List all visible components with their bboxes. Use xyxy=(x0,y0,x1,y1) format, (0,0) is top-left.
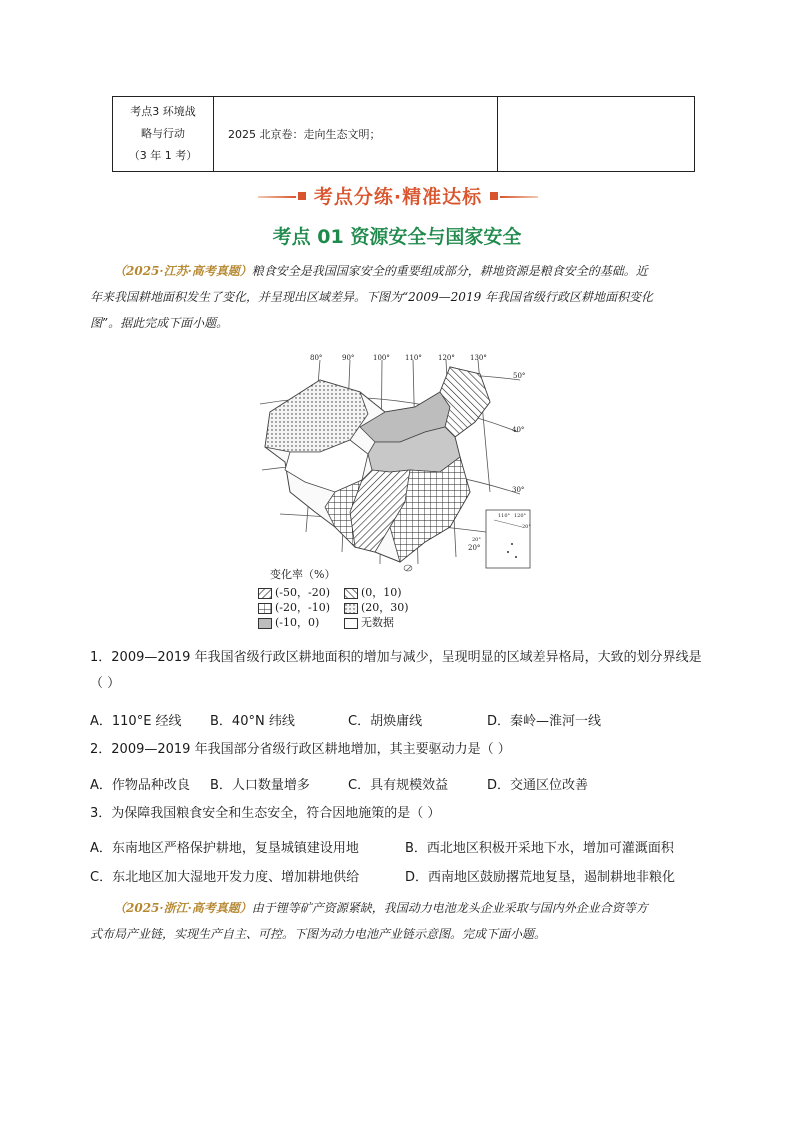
lon-label: 120° xyxy=(438,354,455,362)
question-1 xyxy=(90,645,720,697)
china-farmland-change-map xyxy=(250,352,540,574)
option-b: B．西北地区积极开采地下水，增加可灌溉面积 xyxy=(405,841,674,856)
paragraph-line: 年来我国耕地面积发生了变化，并呈现出区域差异。下图为“2009—2019 年我国省级行政区耕地面积变化 xyxy=(90,290,654,304)
option-b: B．人口数量增多 xyxy=(210,778,310,793)
question-2 xyxy=(90,737,720,763)
legend-item: 无数据 xyxy=(344,614,394,630)
paragraph-line: 式布局产业链，实现生产自主、可控。下图为动力电池产业链示意图。完成下面小题。 xyxy=(90,927,547,941)
table-cell-empty xyxy=(498,97,695,172)
question-source: （2025·浙江·高考真题） xyxy=(114,901,252,915)
legend-swatch-diag-right xyxy=(344,588,358,599)
exam-point-table xyxy=(112,96,695,172)
inset-label: 20° xyxy=(522,524,531,530)
intro-paragraph-2 xyxy=(90,895,704,947)
inset-label: 20° xyxy=(472,537,481,543)
inset-label: 110° xyxy=(498,513,511,519)
inset-label: 120° xyxy=(514,513,527,519)
option-d: D．秦岭—淮河一线 xyxy=(487,714,602,729)
lat-label: 40° xyxy=(512,426,525,434)
legend-swatch-grey xyxy=(258,618,272,629)
lon-label: 130° xyxy=(470,354,487,362)
paragraph-line: 由于锂等矿产资源紧缺，我国动力电池龙头企业采取与国内外企业合资等方 xyxy=(251,901,648,915)
option-a: A．东南地区严格保护耕地，复垦城镇建设用地 xyxy=(90,841,359,856)
paragraph-line: 粮食安全是我国国家安全的重要组成部分，耕地资源是粮食安全的基础。近 xyxy=(251,264,648,278)
option-c: C．胡焕庸线 xyxy=(348,714,423,729)
banner-square-left xyxy=(298,192,306,200)
option-b: B．40°N 纬线 xyxy=(210,714,295,729)
legend-swatch-diag-left xyxy=(258,588,272,599)
table-cell-line: 略与行动 xyxy=(141,127,185,140)
question-stem: 2．2009—2019 年我国部分省级行政区耕地增加，其主要驱动力是（ ） xyxy=(90,742,511,757)
option-d: D．西南地区鼓励撂荒地复垦，遏制耕地非粮化 xyxy=(405,870,676,885)
legend-item: (-20，-10) xyxy=(258,599,330,615)
legend-swatch-dots xyxy=(344,603,358,614)
question-source: （2025·江苏·高考真题） xyxy=(114,264,252,278)
legend-swatch-grid xyxy=(258,603,272,614)
lon-label: 100° xyxy=(373,354,390,362)
banner-line-left xyxy=(258,196,296,198)
legend-item: (0，10) xyxy=(344,584,402,600)
section-banner xyxy=(258,180,538,208)
question-stem: 3．为保障我国粮食安全和生态安全，符合因地施策的是（ ） xyxy=(90,806,441,821)
question-stem: 1．2009—2019 年我国省级行政区耕地面积的增加与减少，呈现明显的区域差异格局，大致的划分界线是 xyxy=(90,650,702,665)
option-d: D．交通区位改善 xyxy=(487,778,589,793)
legend-swatch-blank xyxy=(344,618,358,629)
legend-title: 变化率（%） xyxy=(270,568,336,581)
lon-label: 80° xyxy=(310,354,323,362)
table-cell-exam-point xyxy=(113,97,214,172)
banner-square-right xyxy=(490,192,498,200)
table-cell-papers: 2025 北京卷：走向生态文明； xyxy=(214,97,498,172)
lat-label: 20° xyxy=(468,544,481,552)
intro-paragraph-1 xyxy=(90,258,704,336)
section-title: 考点 01 资源安全与国家安全 xyxy=(272,226,522,248)
answer-paren: （ ） xyxy=(90,676,121,691)
option-a: A．作物品种改良 xyxy=(90,778,190,793)
legend-item: (-50，-20) xyxy=(258,584,330,600)
legend-item: (-10，0) xyxy=(258,614,319,630)
table-cell-line: 考点3 环境战 xyxy=(130,105,196,118)
lat-label: 30° xyxy=(512,486,525,494)
lon-label: 110° xyxy=(405,354,422,362)
lon-label: 90° xyxy=(342,354,355,362)
paragraph-line: 图”。据此完成下面小题。 xyxy=(90,316,229,330)
option-c: C．东北地区加大湿地开发力度、增加耕地供给 xyxy=(90,870,360,885)
question-3 xyxy=(90,801,720,827)
legend-item: (20，30) xyxy=(344,599,409,615)
lat-label: 50° xyxy=(513,372,526,380)
banner-text: 考点分练·精准达标 xyxy=(313,186,483,208)
table-cell-line: （3 年 1 考） xyxy=(128,149,198,162)
option-a: A．110°E 经线 xyxy=(90,714,182,729)
banner-line-right xyxy=(500,196,538,198)
option-c: C．具有规模效益 xyxy=(348,778,449,793)
